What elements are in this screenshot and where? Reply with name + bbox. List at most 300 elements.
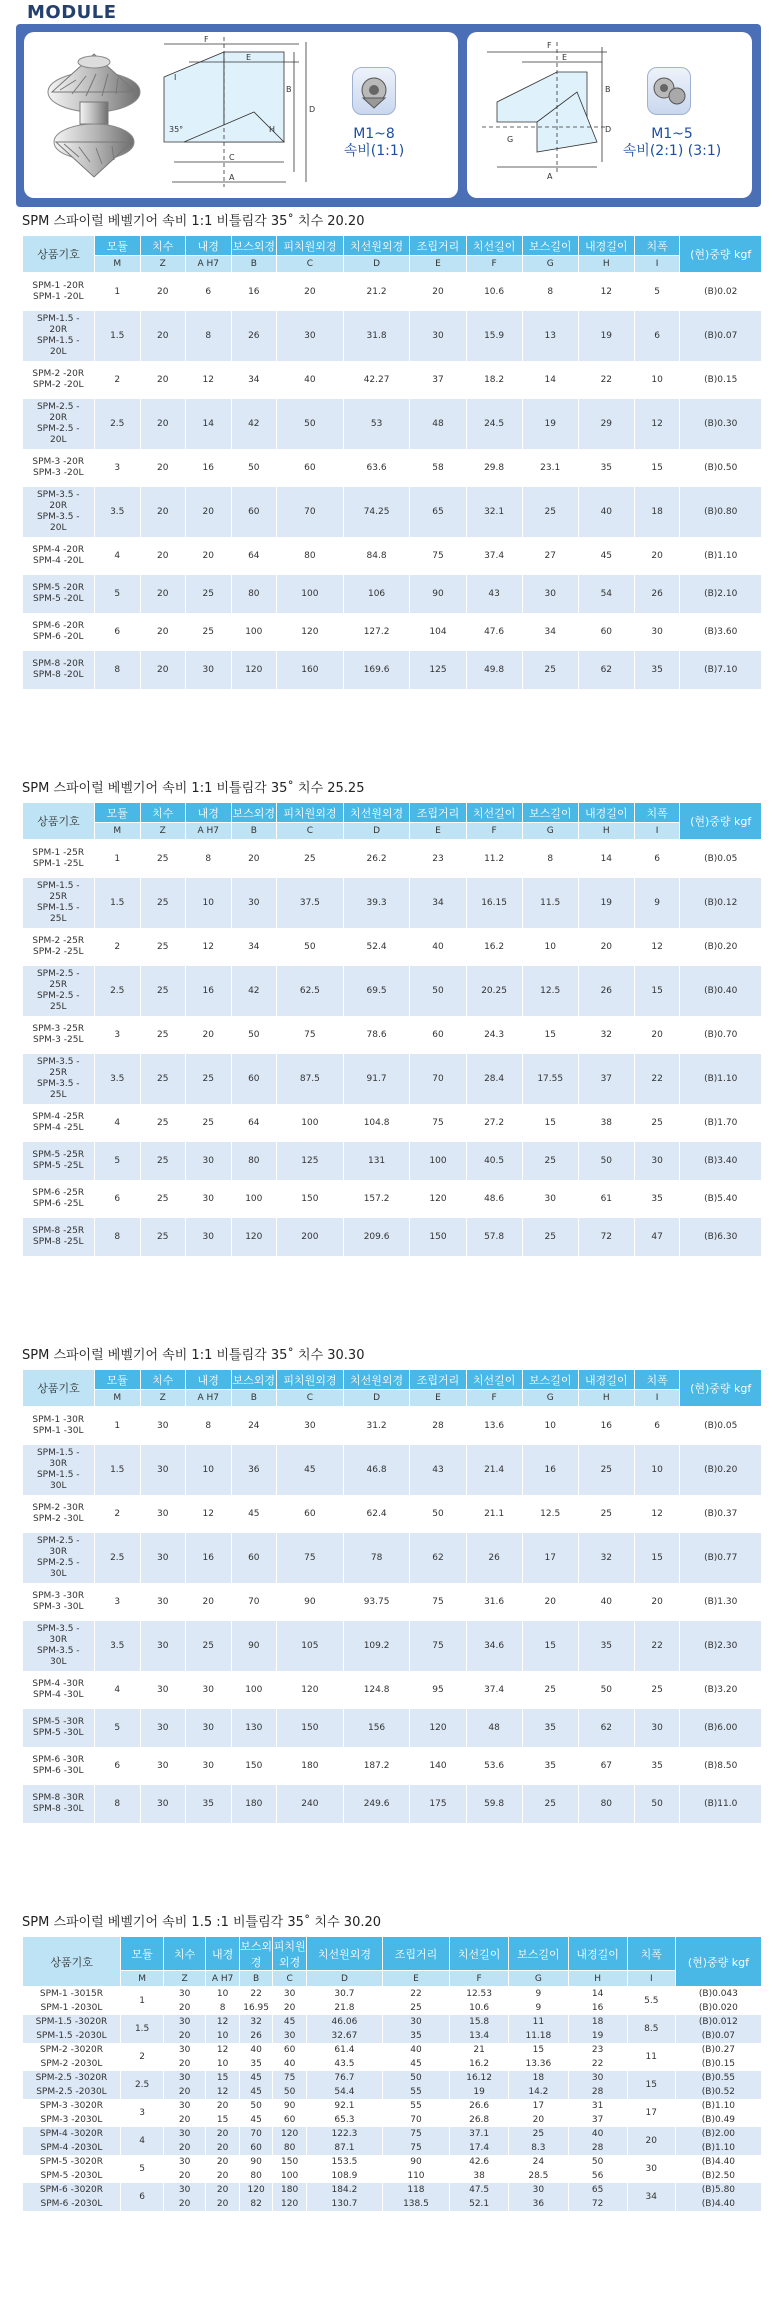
spec-cell: 25	[140, 1180, 186, 1218]
spec-cell: 25	[140, 840, 186, 878]
spec-cell: 3.5	[94, 1621, 140, 1671]
spec-cell: (B)3.60	[680, 613, 762, 651]
spec-cell: 29	[578, 399, 634, 449]
product-code-line: SPM-1.5 -	[36, 1469, 80, 1480]
subheader-row	[23, 1390, 762, 1407]
spec-cell: 30	[140, 1785, 186, 1823]
spec-cell: 12	[206, 2015, 240, 2029]
spec-cell: 75	[382, 2141, 449, 2155]
product-code-cell	[23, 1142, 95, 1180]
product-code-line: SPM-4 -25L	[33, 1122, 84, 1133]
spec-cell: 20	[186, 1583, 232, 1621]
product-code-line: SPM-6 -25L	[33, 1198, 84, 1209]
spec-cell: 20	[186, 487, 232, 537]
product-code-cell: SPM-1.5 -2030L	[23, 2029, 121, 2043]
spec-cell: 100	[231, 613, 277, 651]
column-header: 치선원외경	[343, 236, 410, 256]
spec-cell: 22	[634, 1621, 680, 1671]
spec-cell: 14.2	[509, 2085, 568, 2099]
product-code-line: SPM-1 -20R	[32, 280, 85, 291]
spec-cell: 58	[410, 449, 466, 487]
table-row	[23, 311, 762, 361]
spec-cell: 30	[186, 1142, 232, 1180]
spec-cell: 50	[410, 966, 466, 1016]
spec-cell: 53.6	[466, 1747, 522, 1785]
spec-cell: 53	[343, 399, 410, 449]
spec-cell: 20	[140, 575, 186, 613]
product-code-line: SPM-6 -20L	[33, 631, 84, 642]
spec-cell: 20	[163, 2197, 205, 2211]
spec-cell: 120	[277, 1671, 344, 1709]
spec-cell: 23	[410, 840, 466, 878]
face-width-cell: 5.5	[627, 1987, 675, 2015]
spec-cell: 120	[231, 651, 277, 689]
spec-cell: 16	[568, 2001, 627, 2015]
spec-cell: 60	[273, 2113, 307, 2127]
spec-cell: 2.5	[94, 399, 140, 449]
spec-cell: (B)0.05	[680, 840, 762, 878]
spec-cell: 16.12	[450, 2071, 509, 2085]
spec-cell: 118	[382, 2183, 449, 2197]
spec-cell: 48.6	[466, 1180, 522, 1218]
spec-cell: 37	[578, 1054, 634, 1104]
product-code-line: SPM-4 -25R	[32, 1111, 85, 1122]
spec-cell: 187.2	[343, 1747, 410, 1785]
spec-cell: 14	[186, 399, 232, 449]
spec-cell: (B)0.70	[680, 1016, 762, 1054]
spec-cell: 27	[522, 537, 578, 575]
product-code-line: SPM-2 -25R	[32, 935, 85, 946]
spec-cell: 3	[94, 1016, 140, 1054]
spec-cell: 40	[410, 928, 466, 966]
spec-cell: 19	[522, 399, 578, 449]
spec-cell: 14	[578, 840, 634, 878]
spec-cell: 90	[410, 575, 466, 613]
spec-cell: 35	[522, 1709, 578, 1747]
table-row	[23, 1785, 762, 1823]
spec-cell: 20	[140, 273, 186, 311]
column-symbol: M	[94, 1390, 140, 1407]
spec-cell: 14	[522, 361, 578, 399]
product-code-line: SPM-5 -30L	[33, 1727, 84, 1738]
spec-cell: 56	[568, 2169, 627, 2183]
column-header: 치선길이	[450, 1937, 509, 1971]
table-row	[23, 1671, 762, 1709]
column-header: 치선길이	[466, 1370, 522, 1390]
face-width-cell: 34	[627, 2183, 675, 2211]
spec-cell: 2	[94, 1495, 140, 1533]
module-range-label: M1~5	[651, 126, 693, 142]
spec-cell: 50	[410, 1495, 466, 1533]
spec-cell: 80	[277, 537, 344, 575]
spec-cell: 12	[206, 2085, 240, 2099]
spec-cell: 34	[522, 613, 578, 651]
spec-cell: 54	[578, 575, 634, 613]
ratio-label: 속비(2:1) (3:1)	[622, 143, 722, 159]
spec-table-20-20	[22, 235, 762, 689]
spec-cell: 19	[568, 2029, 627, 2043]
column-header: 보스길이	[509, 1937, 568, 1971]
spec-cell: 20	[140, 361, 186, 399]
spec-cell: 180	[277, 1747, 344, 1785]
product-code-line: SPM-3 -25L	[33, 1034, 84, 1045]
product-code-line: SPM-4 -30R	[32, 1678, 85, 1689]
spec-cell: 120	[273, 2197, 307, 2211]
product-code-line: SPM-3 -30R	[32, 1590, 85, 1601]
product-code-line: SPM-4 -20R	[32, 544, 85, 555]
spec-cell: 93.75	[343, 1583, 410, 1621]
product-code-line: SPM-2 -30R	[32, 1502, 85, 1513]
spec-cell: 8	[522, 273, 578, 311]
product-code-cell	[23, 1495, 95, 1533]
table-row	[23, 399, 762, 449]
spec-cell: 100	[277, 575, 344, 613]
spec-cell: 23	[568, 2043, 627, 2057]
product-code-line: SPM-8 -30L	[33, 1803, 84, 1814]
spec-cell: 43.5	[306, 2057, 382, 2071]
product-code-line: 30L	[50, 1568, 67, 1579]
column-header: 치선원외경	[343, 1370, 410, 1390]
column-header: 내경	[186, 1370, 232, 1390]
product-code-line: SPM-8 -30R	[32, 1792, 85, 1803]
spec-cell: 48	[410, 399, 466, 449]
product-code-cell: SPM-2 -2030L	[23, 2057, 121, 2071]
spec-cell: 30	[277, 311, 344, 361]
spec-cell: 60	[231, 487, 277, 537]
product-code-line: 20R	[49, 324, 68, 335]
spec-cell: 20	[163, 2001, 205, 2015]
spec-cell: 20	[206, 2197, 240, 2211]
spec-cell: 54.4	[306, 2085, 382, 2099]
table-row	[23, 1495, 762, 1533]
product-code-line: SPM-1.5 -	[36, 313, 80, 324]
table-row	[23, 575, 762, 613]
gear-pair-icon	[647, 67, 691, 115]
spec-cell: 5	[94, 1709, 140, 1747]
product-code-cell: SPM-3 -3020R	[23, 2099, 121, 2113]
column-header: 보스길이	[522, 236, 578, 256]
column-header: 상품기호	[23, 236, 95, 273]
spec-cell: 15.8	[450, 2015, 509, 2029]
product-banner	[16, 24, 761, 207]
spec-cell: 30	[163, 2043, 205, 2057]
spec-cell: 70	[410, 1054, 466, 1104]
spec-cell: 75	[410, 1583, 466, 1621]
column-symbol: I	[634, 823, 680, 840]
ratio-caption-right	[617, 126, 727, 160]
spec-cell: 50	[277, 399, 344, 449]
spec-cell: 6	[634, 840, 680, 878]
product-code-line: SPM-1 -30L	[33, 1425, 84, 1436]
spec-cell: 45	[578, 537, 634, 575]
spec-cell: 153.5	[306, 2155, 382, 2169]
spec-cell: 40.5	[466, 1142, 522, 1180]
spec-cell: 30	[186, 1709, 232, 1747]
spec-cell: 61	[578, 1180, 634, 1218]
spec-cell: 75	[410, 1621, 466, 1671]
spec-cell: 8	[94, 651, 140, 689]
column-symbol: M	[94, 256, 140, 273]
spec-cell: 180	[273, 2183, 307, 2197]
product-code-line: SPM-4 -30L	[33, 1689, 84, 1700]
product-code-line: SPM-5 -25R	[32, 1149, 85, 1160]
dim-label: D	[605, 125, 612, 134]
spec-cell: 67	[578, 1747, 634, 1785]
dim-label: I	[174, 73, 177, 82]
subheader-row	[23, 823, 762, 840]
spec-cell: 42.6	[450, 2155, 509, 2169]
spec-cell: 20	[206, 2183, 240, 2197]
spec-cell: 124.8	[343, 1671, 410, 1709]
column-header: 조립거리	[382, 1937, 449, 1971]
spec-cell: (B)0.30	[680, 399, 762, 449]
spec-cell: (B)0.37	[680, 1495, 762, 1533]
spec-cell: 40	[568, 2127, 627, 2141]
dim-label: E	[246, 53, 252, 62]
spec-cell: 28	[568, 2085, 627, 2099]
spec-cell: 40	[277, 361, 344, 399]
spec-cell: 65	[410, 487, 466, 537]
spec-cell: 60	[273, 2043, 307, 2057]
spec-cell: 45	[273, 2015, 307, 2029]
spec-cell: 50	[578, 1142, 634, 1180]
spec-cell: 50	[634, 1785, 680, 1823]
spec-cell: 95	[410, 1671, 466, 1709]
header-row	[23, 1370, 762, 1390]
spec-cell: 20	[277, 273, 344, 311]
spec-cell: 30	[634, 1709, 680, 1747]
product-code-line: 30L	[50, 1656, 67, 1667]
spec-cell: 65.3	[306, 2113, 382, 2127]
spec-cell: 125	[410, 651, 466, 689]
product-code-line: SPM-1.5 -	[36, 1447, 80, 1458]
spec-cell: 90	[231, 1621, 277, 1671]
spec-cell: 50	[273, 2085, 307, 2099]
column-header: (현)중량 kgf	[680, 1370, 762, 1407]
column-header: 치선원외경	[306, 1937, 382, 1971]
product-code-cell	[23, 487, 95, 537]
spec-cell: (B)1.10	[680, 1054, 762, 1104]
spec-cell: 45	[239, 2113, 273, 2127]
spec-cell: 26.8	[450, 2113, 509, 2127]
product-code-line: SPM-2.5 -	[36, 401, 80, 412]
spec-cell: 45	[231, 1495, 277, 1533]
spec-cell: 30	[163, 1987, 205, 2001]
spec-cell: 38	[578, 1104, 634, 1142]
spec-cell: (B)2.30	[680, 1621, 762, 1671]
spec-cell: 15	[206, 2113, 240, 2127]
spec-cell: 30	[163, 2155, 205, 2169]
spec-cell: 20	[186, 537, 232, 575]
spec-cell: 80	[273, 2141, 307, 2155]
product-code-line: SPM-2 -20R	[32, 368, 85, 379]
spec-cell: 16	[522, 1445, 578, 1495]
spec-cell: 30	[634, 1142, 680, 1180]
spec-cell: 200	[277, 1218, 344, 1256]
product-code-cell	[23, 1583, 95, 1621]
table-title: SPM 스파이럴 베벨기어 속비 1.5 :1 비틀림각 35˚ 치수 30.20	[22, 1915, 382, 1930]
product-code-cell	[23, 1671, 95, 1709]
column-header: 내경	[186, 236, 232, 256]
face-width-cell: 20	[627, 2127, 675, 2155]
spec-cell: 32.1	[466, 487, 522, 537]
column-header: 치선원외경	[343, 803, 410, 823]
spec-cell: (B)0.20	[680, 928, 762, 966]
spec-cell: 130	[231, 1709, 277, 1747]
table-row	[23, 1016, 762, 1054]
spec-cell: 18	[634, 487, 680, 537]
spec-cell: 29.8	[466, 449, 522, 487]
spec-cell: 30	[382, 2015, 449, 2029]
spec-cell: 26	[231, 311, 277, 361]
dim-label: F	[204, 35, 209, 44]
spec-cell: 52.4	[343, 928, 410, 966]
spec-cell: 26	[634, 575, 680, 613]
spec-cell: 22	[578, 361, 634, 399]
spec-cell: 150	[231, 1747, 277, 1785]
spec-cell: 37.1	[450, 2127, 509, 2141]
spec-cell: (B)0.15	[680, 361, 762, 399]
product-code-cell	[23, 928, 95, 966]
spec-cell: 30	[140, 1445, 186, 1495]
spec-cell: 80	[578, 1785, 634, 1823]
spec-cell: 160	[277, 651, 344, 689]
spec-cell: 8	[186, 311, 232, 361]
spec-cell: 30	[186, 1671, 232, 1709]
spec-cell: 19	[450, 2085, 509, 2099]
product-code-line: 20L	[50, 346, 67, 357]
product-code-line: SPM-3 -25R	[32, 1023, 85, 1034]
spec-cell: 42	[231, 966, 277, 1016]
spec-cell: 28	[568, 2141, 627, 2155]
face-width-cell: 17	[627, 2099, 675, 2127]
column-header: 내경	[186, 803, 232, 823]
spec-cell: 150	[410, 1218, 466, 1256]
spec-cell: 30	[410, 311, 466, 361]
column-symbol: D	[343, 823, 410, 840]
column-header: 내경길이	[578, 803, 634, 823]
spec-cell: 60	[277, 449, 344, 487]
product-code-line: SPM-5 -20R	[32, 582, 85, 593]
spec-cell: 120	[410, 1709, 466, 1747]
spec-cell: 35	[382, 2029, 449, 2043]
spec-cell: 25	[522, 1785, 578, 1823]
product-code-line: 20L	[50, 434, 67, 445]
column-symbol: B	[231, 823, 277, 840]
spec-cell: 90	[273, 2099, 307, 2113]
spec-cell: 47.5	[450, 2183, 509, 2197]
spec-cell: 20	[206, 2155, 240, 2169]
table-row	[23, 840, 762, 878]
column-header: 피치원외경	[277, 1370, 344, 1390]
spec-cell: 37.4	[466, 537, 522, 575]
spec-cell: 20	[140, 399, 186, 449]
column-symbol: C	[273, 1971, 307, 1987]
spec-cell: (B)0.80	[680, 487, 762, 537]
spec-cell: 45	[277, 1445, 344, 1495]
spec-cell: 25	[522, 651, 578, 689]
product-code-cell	[23, 1407, 95, 1445]
product-code-line: SPM-1 -20L	[33, 291, 84, 302]
spec-cell: 15	[522, 1016, 578, 1054]
spec-cell: 39.3	[343, 878, 410, 928]
spec-cell: 125	[277, 1142, 344, 1180]
spec-cell: 55	[382, 2085, 449, 2099]
spec-cell: 4	[94, 537, 140, 575]
spec-cell: 45	[382, 2057, 449, 2071]
product-code-cell	[23, 537, 95, 575]
spec-cell: 18.2	[466, 361, 522, 399]
column-symbol: Z	[140, 823, 186, 840]
product-code-line: SPM-3 -20R	[32, 456, 85, 467]
spec-cell: 20	[578, 928, 634, 966]
spec-cell: 106	[343, 575, 410, 613]
spec-cell: 16	[186, 1533, 232, 1583]
spec-cell: 25	[186, 1104, 232, 1142]
spec-cell: 26	[239, 2029, 273, 2043]
spec-cell: 13.4	[450, 2029, 509, 2043]
spec-cell: 50	[231, 449, 277, 487]
spec-cell: 72	[578, 1218, 634, 1256]
product-code-line: SPM-8 -25R	[32, 1225, 85, 1236]
spec-cell: 249.6	[343, 1785, 410, 1823]
spec-cell: 15	[522, 1621, 578, 1671]
product-code-cell: SPM-6 -3020R	[23, 2183, 121, 2197]
weight-cell: (B)0.52	[675, 2085, 761, 2099]
spec-cell: 25	[140, 1218, 186, 1256]
spec-cell: 20	[163, 2113, 205, 2127]
spec-cell: 75	[382, 2127, 449, 2141]
column-symbol: G	[522, 823, 578, 840]
spec-cell: 184.2	[306, 2183, 382, 2197]
product-code-cell: SPM-4 -2030L	[23, 2141, 121, 2155]
column-symbol: A H7	[186, 823, 232, 840]
spec-cell: 15	[509, 2043, 568, 2057]
column-header: 상품기호	[23, 1937, 121, 1987]
spec-cell: 6	[634, 1407, 680, 1445]
dim-label: A	[547, 172, 553, 181]
spec-cell: 20	[186, 1016, 232, 1054]
spec-cell: 43	[466, 575, 522, 613]
spec-cell: 17.4	[450, 2141, 509, 2155]
spec-cell: 35	[578, 1621, 634, 1671]
column-header: 피치원외경	[277, 803, 344, 823]
spec-cell: (B)6.00	[680, 1709, 762, 1747]
spec-cell: 30	[140, 1495, 186, 1533]
product-code-cell	[23, 878, 95, 928]
column-symbol: Z	[140, 256, 186, 273]
spec-cell: 12.5	[522, 1495, 578, 1533]
spec-cell: 80	[231, 1142, 277, 1180]
spec-cell: 100	[277, 1104, 344, 1142]
spec-cell: 16	[231, 273, 277, 311]
spec-cell: 75	[410, 537, 466, 575]
spec-cell: 25	[522, 1218, 578, 1256]
spec-cell: 48	[466, 1709, 522, 1747]
column-symbol: F	[466, 256, 522, 273]
spec-cell: 20	[140, 487, 186, 537]
spec-cell: 40	[382, 2043, 449, 2057]
spec-cell: 150	[277, 1709, 344, 1747]
product-code-line: SPM-3.5 -	[36, 511, 80, 522]
spec-cell: 35	[634, 1180, 680, 1218]
product-code-line: 25R	[49, 979, 68, 990]
product-code-line: SPM-3.5 -	[36, 1056, 80, 1067]
spec-cell: 1	[94, 1407, 140, 1445]
spec-cell: 150	[277, 1180, 344, 1218]
column-symbol: C	[277, 256, 344, 273]
spec-cell: 90	[277, 1583, 344, 1621]
